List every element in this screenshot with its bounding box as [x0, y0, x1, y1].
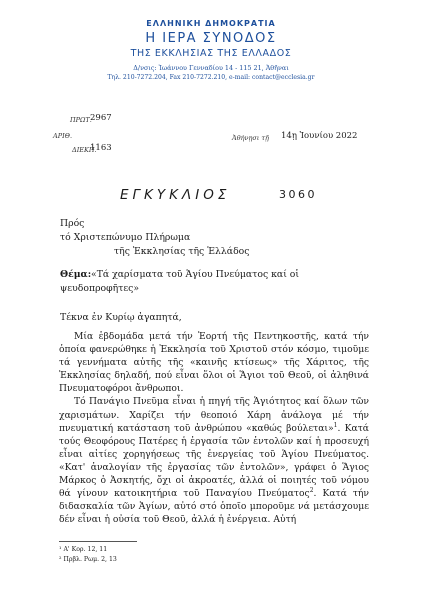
document-date: 14ῃ Ἰουνίου 2022 — [281, 131, 358, 141]
encyclical-number: 3060 — [279, 188, 317, 201]
protocol-label: ΠΡΩΤ. — [70, 116, 92, 124]
num-label: ΑΡΙΘ. — [53, 132, 73, 140]
subject-line-2: ψευδοπροφῆτες» — [60, 283, 140, 294]
city-label: Ἀθήνῃσι τῇ — [232, 134, 269, 142]
footnote-2: ² Πρβλ. Ρωμ. 2, 13 — [59, 556, 117, 563]
diekp-label: ΔΙΕΚΠ. — [72, 146, 97, 154]
header-address: Δ/νσις: Ἰωάννου Γενναδίου 14 - 115 21, Ἀθῆναι — [133, 64, 289, 72]
paragraph-2-part-a: Τό Πανάγιο Πνεῦμα εἶναι ἡ πηγή τῆς Ἁγιότητος καί ὅλων τῶν χαρισμάτων. Χαρίζει τήν θεοποιό Χάρη ἀνάλογα μέ τήν πνευματική κατάσταση τοῦ ἀνθρώπου «καθώς βούλεται» — [59, 396, 369, 434]
footnote-ref-1[interactable]: 1 — [333, 421, 338, 429]
paragraph-2-part-c: . Κατά τήν διδασκαλία τῶν Ἁγίων, αὐτό στό ὁποῖο μποροῦμε νά μετάσχουμε δέν εἶναι ἡ οὐσία τοῦ Θεοῦ, ἀλλά ἡ ἐνέργεια. Αὐτή — [59, 488, 369, 526]
header-synod-title: Η ΙΕΡΑ ΣΥΝΟΔΟΣ — [145, 31, 277, 46]
recipient-line-2: τῆς Ἐκκλησίας τῆς Ἑλλάδος — [114, 246, 250, 257]
header-country: ΕΛΛΗΝΙΚΗ ΔΗΜΟΚΡΑΤΙΑ — [146, 19, 276, 28]
salutation: Τέκνα ἐν Κυρίῳ ἀγαπητά, — [60, 312, 182, 323]
header-church-name: ΤΗΣ ΕΚΚΛΗΣΙΑΣ ΤΗΣ ΕΛΛΑΔΟΣ — [130, 48, 292, 59]
subject-label: Θέμα: — [60, 269, 92, 280]
recipient-to: Πρός — [60, 218, 85, 229]
footnote-ref-2[interactable]: 2 — [309, 487, 314, 495]
paragraph-2 — [59, 395, 369, 526]
body-text — [59, 330, 369, 526]
encyclical-label: ΕΓΚΥΚΛΙΟΣ — [120, 187, 231, 203]
diekp-number: 1163 — [90, 143, 112, 153]
footnote-divider — [59, 541, 137, 542]
protocol-number: 2967 — [90, 113, 112, 123]
paragraph-2-part-b: . Κατά τούς Θεοφόρους Πατέρες ἡ ἐργασία τῶν ἐντολῶν καί ἡ προσευχή εἶναι αἰτίες χορηγήσεως τῆς ἐνεργείας τοῦ Ἁγίου Πνεύματος. «Κατ' ἀναλογίαν τῆς ἐργασίας τῶν ἐντολῶν», γράφει ὁ Ἅγιος Μάρκος ὁ Ἀσκητής, ὄχι οἱ ἀκροατές, ἀλλά οἱ ποιητές τοῦ νόμου θά γίνουν κατοικητήρια τοῦ Παναγίου Πνεύματος — [59, 422, 369, 500]
recipient-line-1: τό Χριστεπώνυμο Πλήρωμα — [60, 232, 191, 243]
subject-line-1: «Τά χαρίσματα τοῦ Ἁγίου Πνεύματος καί οἱ — [91, 269, 300, 280]
header-contact: Τηλ. 210-7272.204, Fax 210-7272.210, e-mail: contact@ecclesia.gr — [107, 74, 315, 81]
paragraph-1: Μία ἑβδομάδα μετά τήν Ἑορτή τῆς Πεντηκοστῆς, κατά τήν ὁποία φανερώθηκε ἡ Ἐκκλησία τοῦ Χριστοῦ στόν κόσμο, τιμοῦμε τά γεννήματα αὐτῆς τῆς «καινῆς κτίσεως» τῆς Χάριτος, τῆς Ἐκκλησίας δηλαδή, πού εἶναι ὅλοι οἱ Ἅγιοι τοῦ Θεοῦ, οἱ ἀληθινά Πνευματοφόροι ἄνθρωποι. — [59, 331, 369, 395]
footnote-1: ¹ Α' Κορ. 12, 11 — [59, 546, 108, 553]
